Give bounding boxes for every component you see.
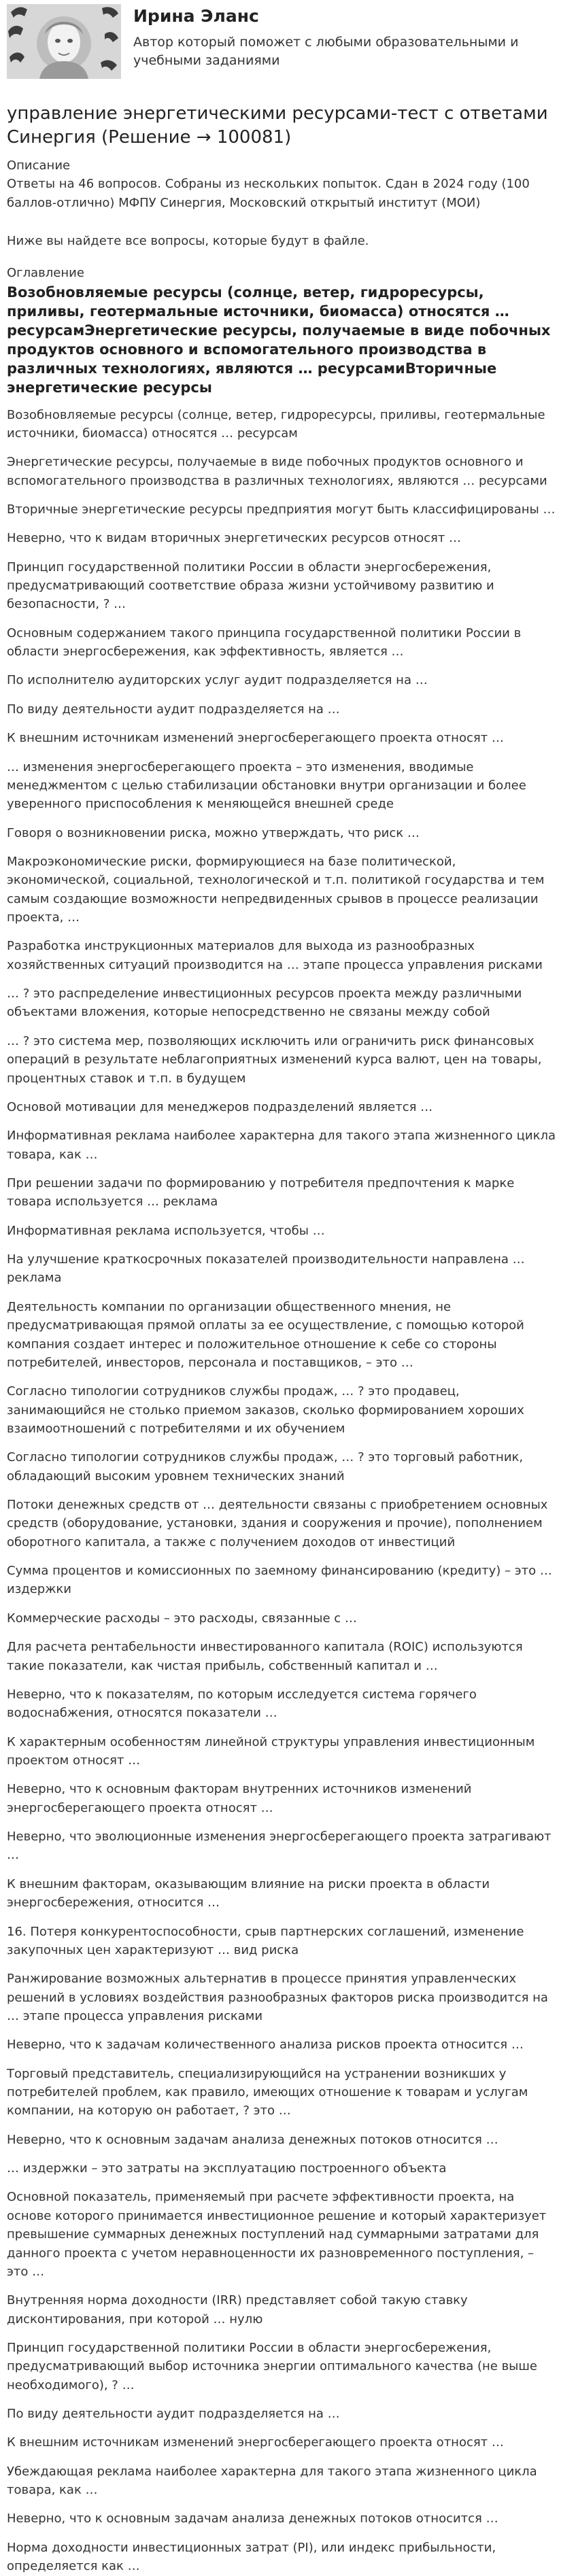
author-header [7, 0, 556, 87]
question-item: Возобновляемые ресурсы (солнце, ветер, гидроресурсы, приливы, геотермальные источники, биомасса) относятся … ресурсам [7, 407, 545, 441]
below-text: Ниже вы найдете все вопросы, которые будут в файле. [7, 233, 369, 248]
question-item: К внешним источникам изменений энергосберегающего проекта относят … [7, 2435, 504, 2450]
question-item: Торговый представитель, специализирующийся на устранении возникших у потребителей проблем, как правило, имеющих отношение к товарам и услугам компании, на которую он работает, ? это … [7, 2066, 528, 2118]
question-item: По виду деятельности аудит подразделяется на … [7, 2407, 340, 2422]
question-item: Согласно типологии сотрудников службы продаж, … ? это продавец, занимающийся не столько приемом заказов, сколько формированием хороших взаимоотношений с потребителями и их обучением [7, 1384, 524, 1436]
question-item: К характерным особенностям линейной структуры управления инвестиционным проектом относят … [7, 1734, 535, 1768]
question-item: Неверно, что к видам вторичных энергетических ресурсов относят … [7, 531, 462, 546]
question-item: Разработка инструкционных материалов для выхода из разнообразных хозяйственных ситуаций производится на … этапе процесса управления рисками [7, 939, 543, 972]
question-item: Потоки денежных средств от … деятельности связаны с приобретением основных средств (оборудование, установки, здания и сооружения и прочие), пополнением оборотного капитала, а также с получением доходов от инвестиций [7, 1498, 548, 1549]
question-item: На улучшение краткосрочных показателей производительности направлена … реклама [7, 1252, 525, 1286]
author-name[interactable]: Ирина Эланс [133, 6, 259, 26]
question-item: Основной показатель, применяемый при расчете эффективности проекта, на основе которого принимается инвестиционное решение и который характеризует превышение суммарных денежных поступлений над суммарными затратами для данного проекта с учетом неравноценности их разновременного поступления, – это … [7, 2190, 547, 2279]
question-item: Макроэкономические риски, формирующиеся на базе политической, экономической, социальной, технологической и т.п. политикой государства и тем самым создающие возможности непредвиденных срывов в процессе реализации проекта, … [7, 854, 545, 925]
question-item: Принцип государственной политики России в области энергосбережения, предусматривающий соответствие образа жизни устойчивому развитию и безопасности, ? … [7, 560, 494, 612]
author-description: Автор который поможет с любыми образовательными и учебными заданиями [133, 34, 519, 69]
avatar-portrait-icon [7, 4, 121, 79]
question-item: Ранжирование возможных альтернатив в процессе принятия управленческих решений в условиях воздействия разнообразных факторов риска производится на … этапе процесса управления рисками [7, 1972, 548, 2023]
question-item: Убеждающая реклама наиболее характерна для такого этапа жизненного цикла товара, как … [7, 2464, 537, 2498]
avatar[interactable] [7, 4, 121, 79]
toc-label: Оглавление [7, 265, 84, 280]
question-item: Вторичные энергетические ресурсы предприятия могут быть классифицированы … [7, 502, 556, 517]
question-item: Деятельность компании по организации общественного мнения, не предусматривающая прямой оплаты за ее осуществление, с помощью которой компания создает интерес и положительное отношение к себе со стороны потребителей, инвесторов, персонала и поставщиков, – это … [7, 1299, 524, 1370]
question-item: Неверно, что к показателям, по которым исследуется система горячего водоснабжения, относятся показатели … [7, 1687, 477, 1721]
question-item: Норма доходности инвестиционных затрат (PI), или индекс прибыльности, определяется как … [7, 2540, 496, 2574]
question-item: Неверно, что к основным факторам внутренних источников изменений энергосберегающего проекта относят … [7, 1782, 472, 1815]
question-item: 16. Потеря конкурентоспособности, срыв партнерских соглашений, изменение закупочных цен характеризуют … вид риска [7, 1924, 524, 1957]
question-item: Согласно типологии сотрудников службы продаж, … ? это торговый работник, обладающий высоким уровнем технических знаний [7, 1450, 524, 1483]
page-title: управление энергетическими ресурсами-тест с ответами Синергия (Решение → 100081) [7, 103, 548, 148]
description-text: Ответы на 46 вопросов. Собраны из нескольких попыток. Сдан в 2024 году (100 баллов-отлично) МФПУ Синергия, Московский открытый институт (МОИ) [7, 177, 530, 211]
question-item: Энергетические ресурсы, получаемые в виде побочных продуктов основного и вспомогательного производства в различных технологиях, являются … ресурсами [7, 455, 547, 488]
question-item: По виду деятельности аудит подразделяется на … [7, 702, 340, 717]
question-item: Коммерческие расходы – это расходы, связанные с … [7, 1611, 357, 1626]
question-item: Сумма процентов и комиссионных по заемному финансированию (кредиту) – это … издержки [7, 1564, 552, 1597]
question-item: Информативная реклама используется, чтобы … [7, 1223, 325, 1238]
question-item: Для расчета рентабельности инвестированного капитала (ROIC) используются такие показатели, как чистая прибыль, собственный капитал и … [7, 1640, 523, 1673]
question-item: … издержки – это затраты на эксплуатацию построенного объекта [7, 2161, 447, 2176]
toc-bold-heading: Возобновляемые ресурсы (солнце, ветер, гидроресурсы, приливы, геотермальные источники, биомасса) относятся … ресурсамЭнергетические ресурсы, получаемые в виде побочных продуктов основного и вспомогательного производства в различных технологиях, являются … ресурсамиВторичные энергетические ресурсы [7, 284, 551, 396]
question-item: … ? это система мер, позволяющих исключить или ограничить риск финансовых операций в результате неблагоприятных изменений курса валют, цен на товары, процентных ставок и т.п. в будущем [7, 1033, 542, 1086]
question-item: По исполнителю аудиторских услуг аудит подразделяется на … [7, 673, 428, 688]
question-item: Неверно, что эволюционные изменения энергосберегающего проекта затрагивают … [7, 1830, 552, 1863]
question-item: При решении задачи по формированию у потребителя предпочтения к марке товара используется … реклама [7, 1176, 515, 1209]
question-item: Внутренняя норма доходности (IRR) представляет собой такую ставку дисконтирования, при которой … нулю [7, 2293, 468, 2326]
question-item: К внешним факторам, оказывающим влияние на риски проекта в области энергосбережения, относится … [7, 1876, 490, 1910]
question-item: Принцип государственной политики России в области энергосбережения, предусматривающий выбор источника энергии оптимального качества (не выше необходимого), ? … [7, 2340, 537, 2392]
question-list [7, 406, 556, 2576]
question-item: Информативная реклама наиболее характерна для такого этапа жизненного цикла товара, как … [7, 1129, 556, 1162]
question-item: Неверно, что к задачам количественного анализа рисков проекта относится … [7, 2038, 524, 2053]
question-item: К внешним источникам изменений энергосберегающего проекта относят … [7, 731, 504, 746]
question-item: … ? это распределение инвестиционных ресурсов проекта между различными объектами вложения, которые непосредственно не связаны между собой [7, 986, 522, 1020]
author-info [133, 3, 556, 71]
question-item: Говоря о возникновении риска, можно утверждать, что риск … [7, 825, 420, 840]
question-item: Неверно, что к основным задачам анализа денежных потоков относится … [7, 2132, 498, 2147]
question-item: Основой мотивации для менеджеров подразделений является … [7, 1099, 433, 1114]
question-item: Основным содержанием такого принципа государственной политики России в области энергосбережения, как эффективность, является … [7, 625, 522, 659]
question-item: Неверно, что к основным задачам анализа денежных потоков относится … [7, 2511, 498, 2526]
question-item: … изменения энергосберегающего проекта – это изменения, вводимые менеджментом с целью стабилизации обстановки внутри организации и более уверенного приспособления к меняющейся внешней среде [7, 759, 526, 812]
description-label: Описание [7, 158, 71, 173]
